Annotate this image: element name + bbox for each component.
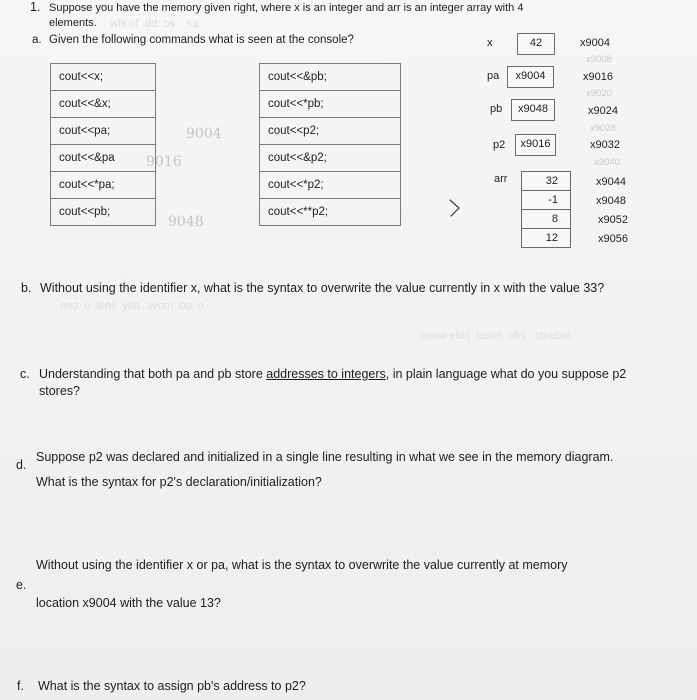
qb-letter: b. <box>21 281 32 295</box>
table-row <box>260 64 401 91</box>
table-row <box>51 145 156 172</box>
pen-mark-icon <box>448 198 462 218</box>
table-row <box>260 145 401 172</box>
qc-underlined: addresses to integers <box>266 367 386 381</box>
table-cell: cout<<p2; <box>260 118 401 145</box>
memory-label-pa: pa <box>487 70 500 82</box>
q1-number: 1. <box>30 0 41 14</box>
memory-label-p2: p2 <box>493 139 506 151</box>
memory-cell-x: 42 <box>517 33 555 55</box>
memory-address: x9056 <box>598 233 628 245</box>
qf-letter: f. <box>17 679 24 693</box>
memory-cell-arr-2: 8 <box>521 209 571 229</box>
table-cell: cout<<&p2; <box>260 145 401 172</box>
table-cell: cout<<*p2; <box>260 172 401 199</box>
table-cell: cout<<*pa; <box>51 172 156 199</box>
bleed-through-text: enow ebiq lanlel ohs stnebol <box>420 330 571 342</box>
qa-letter: a. <box>32 34 42 46</box>
qe-letter: e. <box>16 578 27 592</box>
memory-cell-arr-1: -1 <box>521 190 571 210</box>
qd-letter: d. <box>16 458 27 472</box>
table-cell: cout<<pa; <box>51 118 156 145</box>
qe-text-line2: location x9004 with the value 13? <box>36 596 221 610</box>
table-cell: cout<<&x; <box>51 91 156 118</box>
qf-text: What is the syntax to assign pb's address to p2? <box>38 679 306 693</box>
memory-address: x9016 <box>583 71 613 83</box>
handwritten-note: 9016 <box>146 154 182 170</box>
memory-address: x9044 <box>596 176 626 188</box>
qd-text-line1: Suppose p2 was declared and initialized in a single line resulting in what we see in the memory diagram. <box>36 450 614 464</box>
memory-address: x9004 <box>580 37 610 49</box>
table-row <box>260 118 401 145</box>
console-table-right <box>259 63 401 226</box>
memory-label-x: x <box>487 37 493 49</box>
qc-text-line2: stores? <box>39 384 80 398</box>
memory-address: x9024 <box>588 105 618 117</box>
memory-address-faint: x9008 <box>586 54 612 65</box>
qc-text-part1: Understanding that both pa and pb store <box>39 367 267 381</box>
table-row <box>51 91 156 118</box>
table-cell: cout<<&pb; <box>260 64 401 91</box>
handwritten-note: 9004 <box>186 126 222 142</box>
qb-text: Without using the identifier x, what is the syntax to overwrite the value currently in x with the value 33? <box>40 281 605 295</box>
handwritten-note: 9048 <box>168 214 204 230</box>
memory-address: x9048 <box>596 195 626 207</box>
table-row <box>51 118 156 145</box>
table-cell: cout<<&pa <box>51 145 156 172</box>
memory-address: x9052 <box>598 214 628 226</box>
console-table-left <box>50 63 156 226</box>
memory-cell-pa: x9004 <box>507 66 554 88</box>
table-cell: cout<<**p2; <box>260 199 401 226</box>
table-cell: cout<<pb; <box>51 199 156 226</box>
qc-letter: c. <box>20 367 30 381</box>
memory-address-faint: x9020 <box>586 88 612 99</box>
table-row <box>260 172 401 199</box>
table-row <box>260 91 401 118</box>
bleed-through-text: wfs of dd bs sa <box>110 18 199 30</box>
qe-text-line1: Without using the identifier x or pa, what is the syntax to overwrite the value currently at memory <box>36 558 568 572</box>
memory-cell-arr-0: 32 <box>521 171 571 191</box>
memory-cell-pb: x9048 <box>511 99 555 121</box>
memory-address: x9032 <box>590 139 620 151</box>
memory-label-pb: pb <box>490 103 503 115</box>
table-row <box>260 199 401 226</box>
q1-text-line1: Suppose you have the memory given right, where x is an integer and arr is an integer array with 4 <box>49 2 524 14</box>
table-row <box>51 64 156 91</box>
q1-text-line2: elements. <box>49 17 97 29</box>
memory-cell-arr-3: 12 <box>521 228 571 248</box>
memory-cell-p2: x9016 <box>515 134 556 156</box>
bleed-through-text: eno o lenil yrla avom bo o <box>60 300 204 312</box>
table-row <box>51 199 156 226</box>
memory-label-arr: arr <box>494 173 508 185</box>
qc-text-line1 <box>39 367 626 382</box>
qc-text-part2: , in plain language what do you suppose p2 <box>385 367 627 381</box>
table-cell: cout<<*pb; <box>260 91 401 118</box>
memory-address-faint: x9028 <box>590 123 616 134</box>
qa-text: Given the following commands what is seen at the console? <box>49 34 354 46</box>
table-row <box>51 172 156 199</box>
table-cell: cout<<x; <box>51 64 156 91</box>
qd-text-line2: What is the syntax for p2's declaration/initialization? <box>36 475 322 489</box>
memory-address-faint: x9040 <box>594 157 620 168</box>
